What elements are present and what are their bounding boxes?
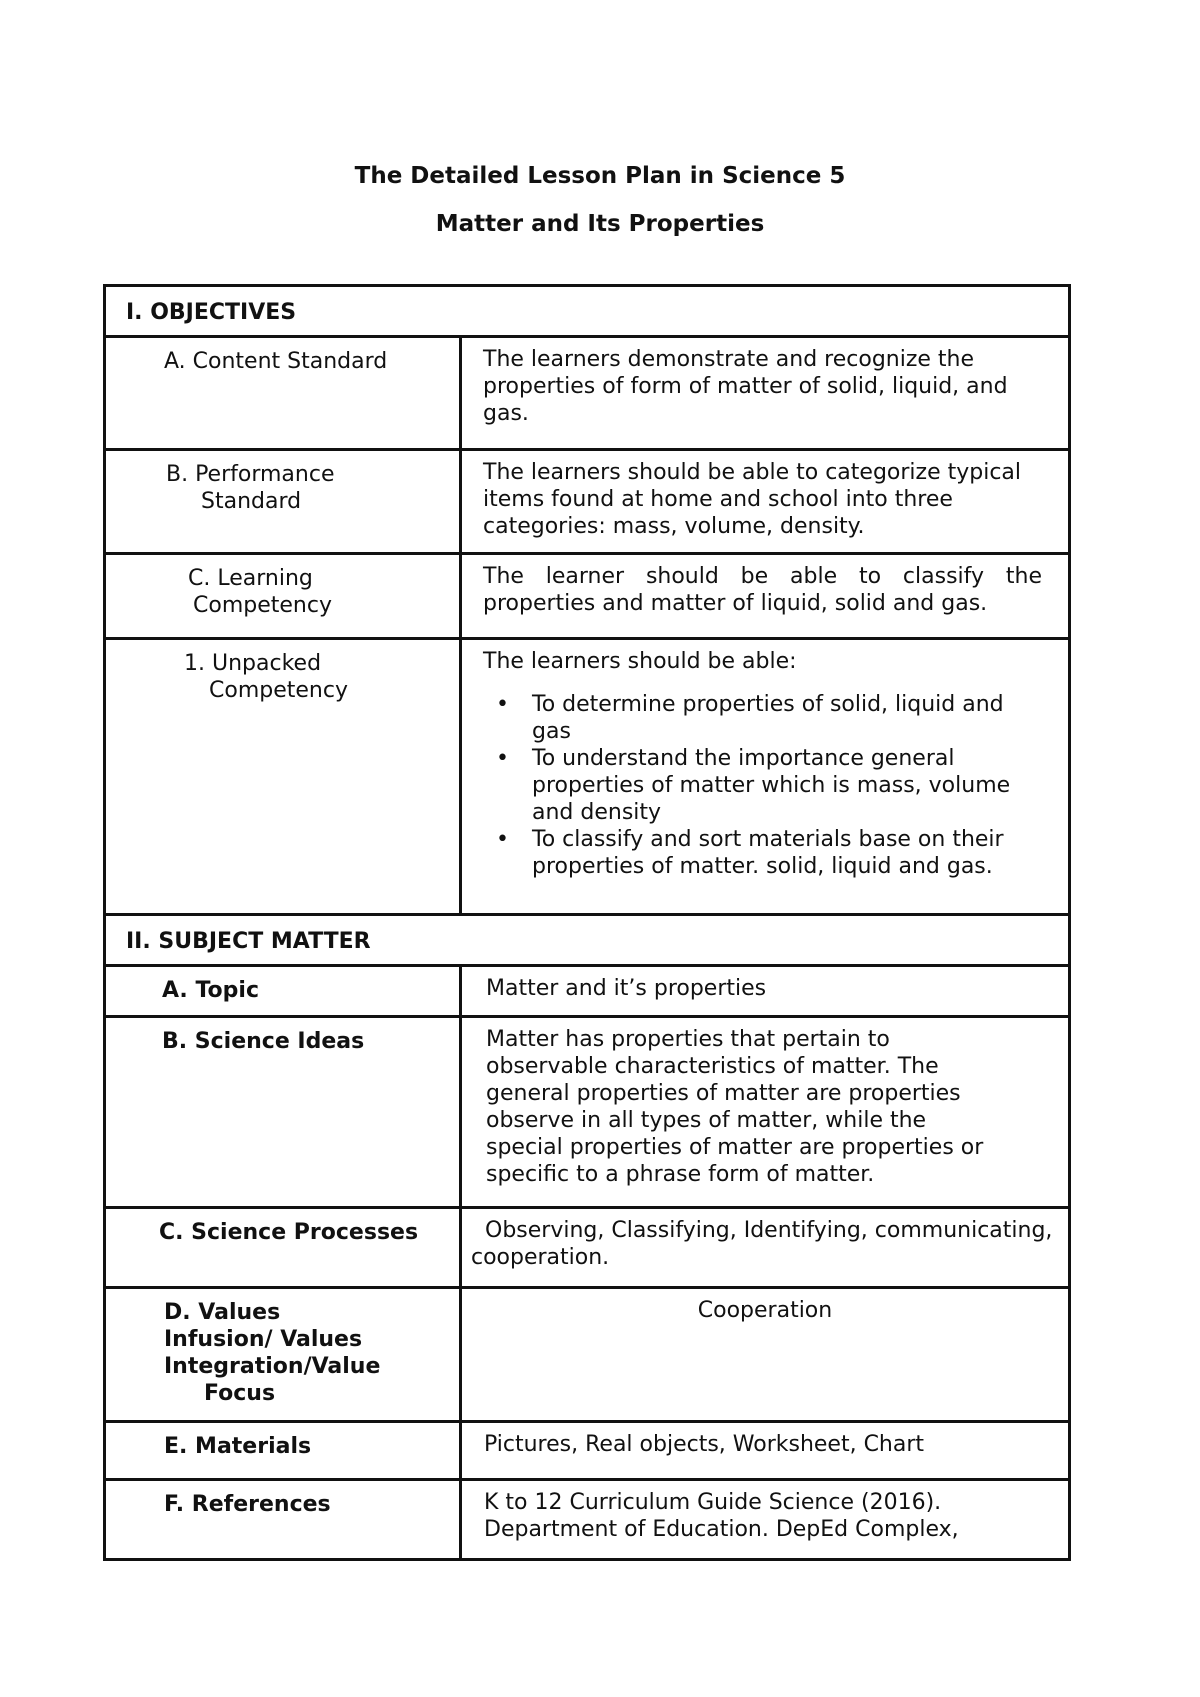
values-label-line4: Focus [204, 1381, 276, 1406]
references-row [105, 1480, 1070, 1560]
list-item: • To classify and sort materials base on their properties of matter. solid, liquid and gas. [532, 826, 1048, 880]
document-title: The Detailed Lesson Plan in Science 5 [354, 163, 846, 189]
science-ideas-row [105, 1017, 1070, 1208]
subject-matter-heading: II. SUBJECT MATTER [126, 929, 371, 954]
science-ideas-label: B. Science Ideas [162, 1029, 365, 1054]
lesson-plan-table [103, 284, 1071, 1561]
values-label-line3: Integration/Value [164, 1354, 381, 1379]
objectives-heading: I. OBJECTIVES [126, 300, 297, 325]
topic-row [105, 966, 1070, 1017]
unpacked-competency-label-line1: 1. Unpacked [184, 651, 322, 676]
references-label: F. References [164, 1492, 331, 1517]
materials-label: E. Materials [164, 1434, 312, 1459]
learning-competency-label-line1: C. Learning [188, 566, 313, 591]
performance-standard-label-line1: B. Performance [166, 462, 335, 487]
science-processes-text: Observing, Classifying, Identifying, communicating, cooperation. [471, 1218, 1053, 1270]
references-text-line2: Department of Education. DepEd Complex, [484, 1517, 959, 1542]
materials-row [105, 1422, 1070, 1480]
learning-competency-row [105, 554, 1070, 639]
unpacked-competency-intro: The learners should be able: [483, 649, 797, 674]
learning-competency-label-line2: Competency [193, 593, 332, 618]
materials-text: Pictures, Real objects, Worksheet, Chart [484, 1432, 925, 1457]
values-text: Cooperation [697, 1298, 833, 1323]
topic-text: Matter and it’s properties [486, 976, 767, 1001]
content-standard-text: The learners demonstrate and recognize the properties of form of matter of solid, liquid, and gas. [483, 347, 1008, 426]
document-subtitle: Matter and Its Properties [435, 211, 765, 237]
values-row [105, 1288, 1070, 1422]
unpacked-competency-row [105, 639, 1070, 915]
competency-bullet-list [462, 691, 1068, 880]
performance-standard-row [105, 450, 1070, 554]
science-ideas-text: Matter has properties that pertain to observable characteristics of matter. The general properties of matter are properties observe in all types of matter, while the special properties of matter are properties or specific to a phrase form of matter. [486, 1027, 984, 1187]
content-standard-row [105, 337, 1070, 450]
content-standard-label: A. Content Standard [164, 349, 388, 374]
list-item: • To determine properties of solid, liquid and gas [532, 691, 1048, 745]
values-label-line1: D. Values [164, 1300, 281, 1325]
values-label-line2: Infusion/ Values [164, 1327, 363, 1352]
objectives-heading-row [105, 286, 1070, 337]
topic-label: A. Topic [162, 978, 259, 1003]
subject-matter-heading-row [105, 915, 1070, 966]
performance-standard-text: The learners should be able to categorize typical items found at home and school into three categories: mass, volume, density. [483, 460, 1022, 539]
learning-competency-text: The learner should be able to classify the properties and matter of liquid, solid and gas. [483, 564, 1042, 616]
performance-standard-label-line2: Standard [201, 489, 302, 514]
science-processes-row [105, 1208, 1070, 1288]
unpacked-competency-label-line2: Competency [209, 678, 348, 703]
references-text-line1: K to 12 Curriculum Guide Science (2016). [484, 1490, 942, 1515]
list-item: • To understand the importance general properties of matter which is mass, volume and density [532, 745, 1048, 826]
science-processes-label: C. Science Processes [159, 1220, 419, 1245]
